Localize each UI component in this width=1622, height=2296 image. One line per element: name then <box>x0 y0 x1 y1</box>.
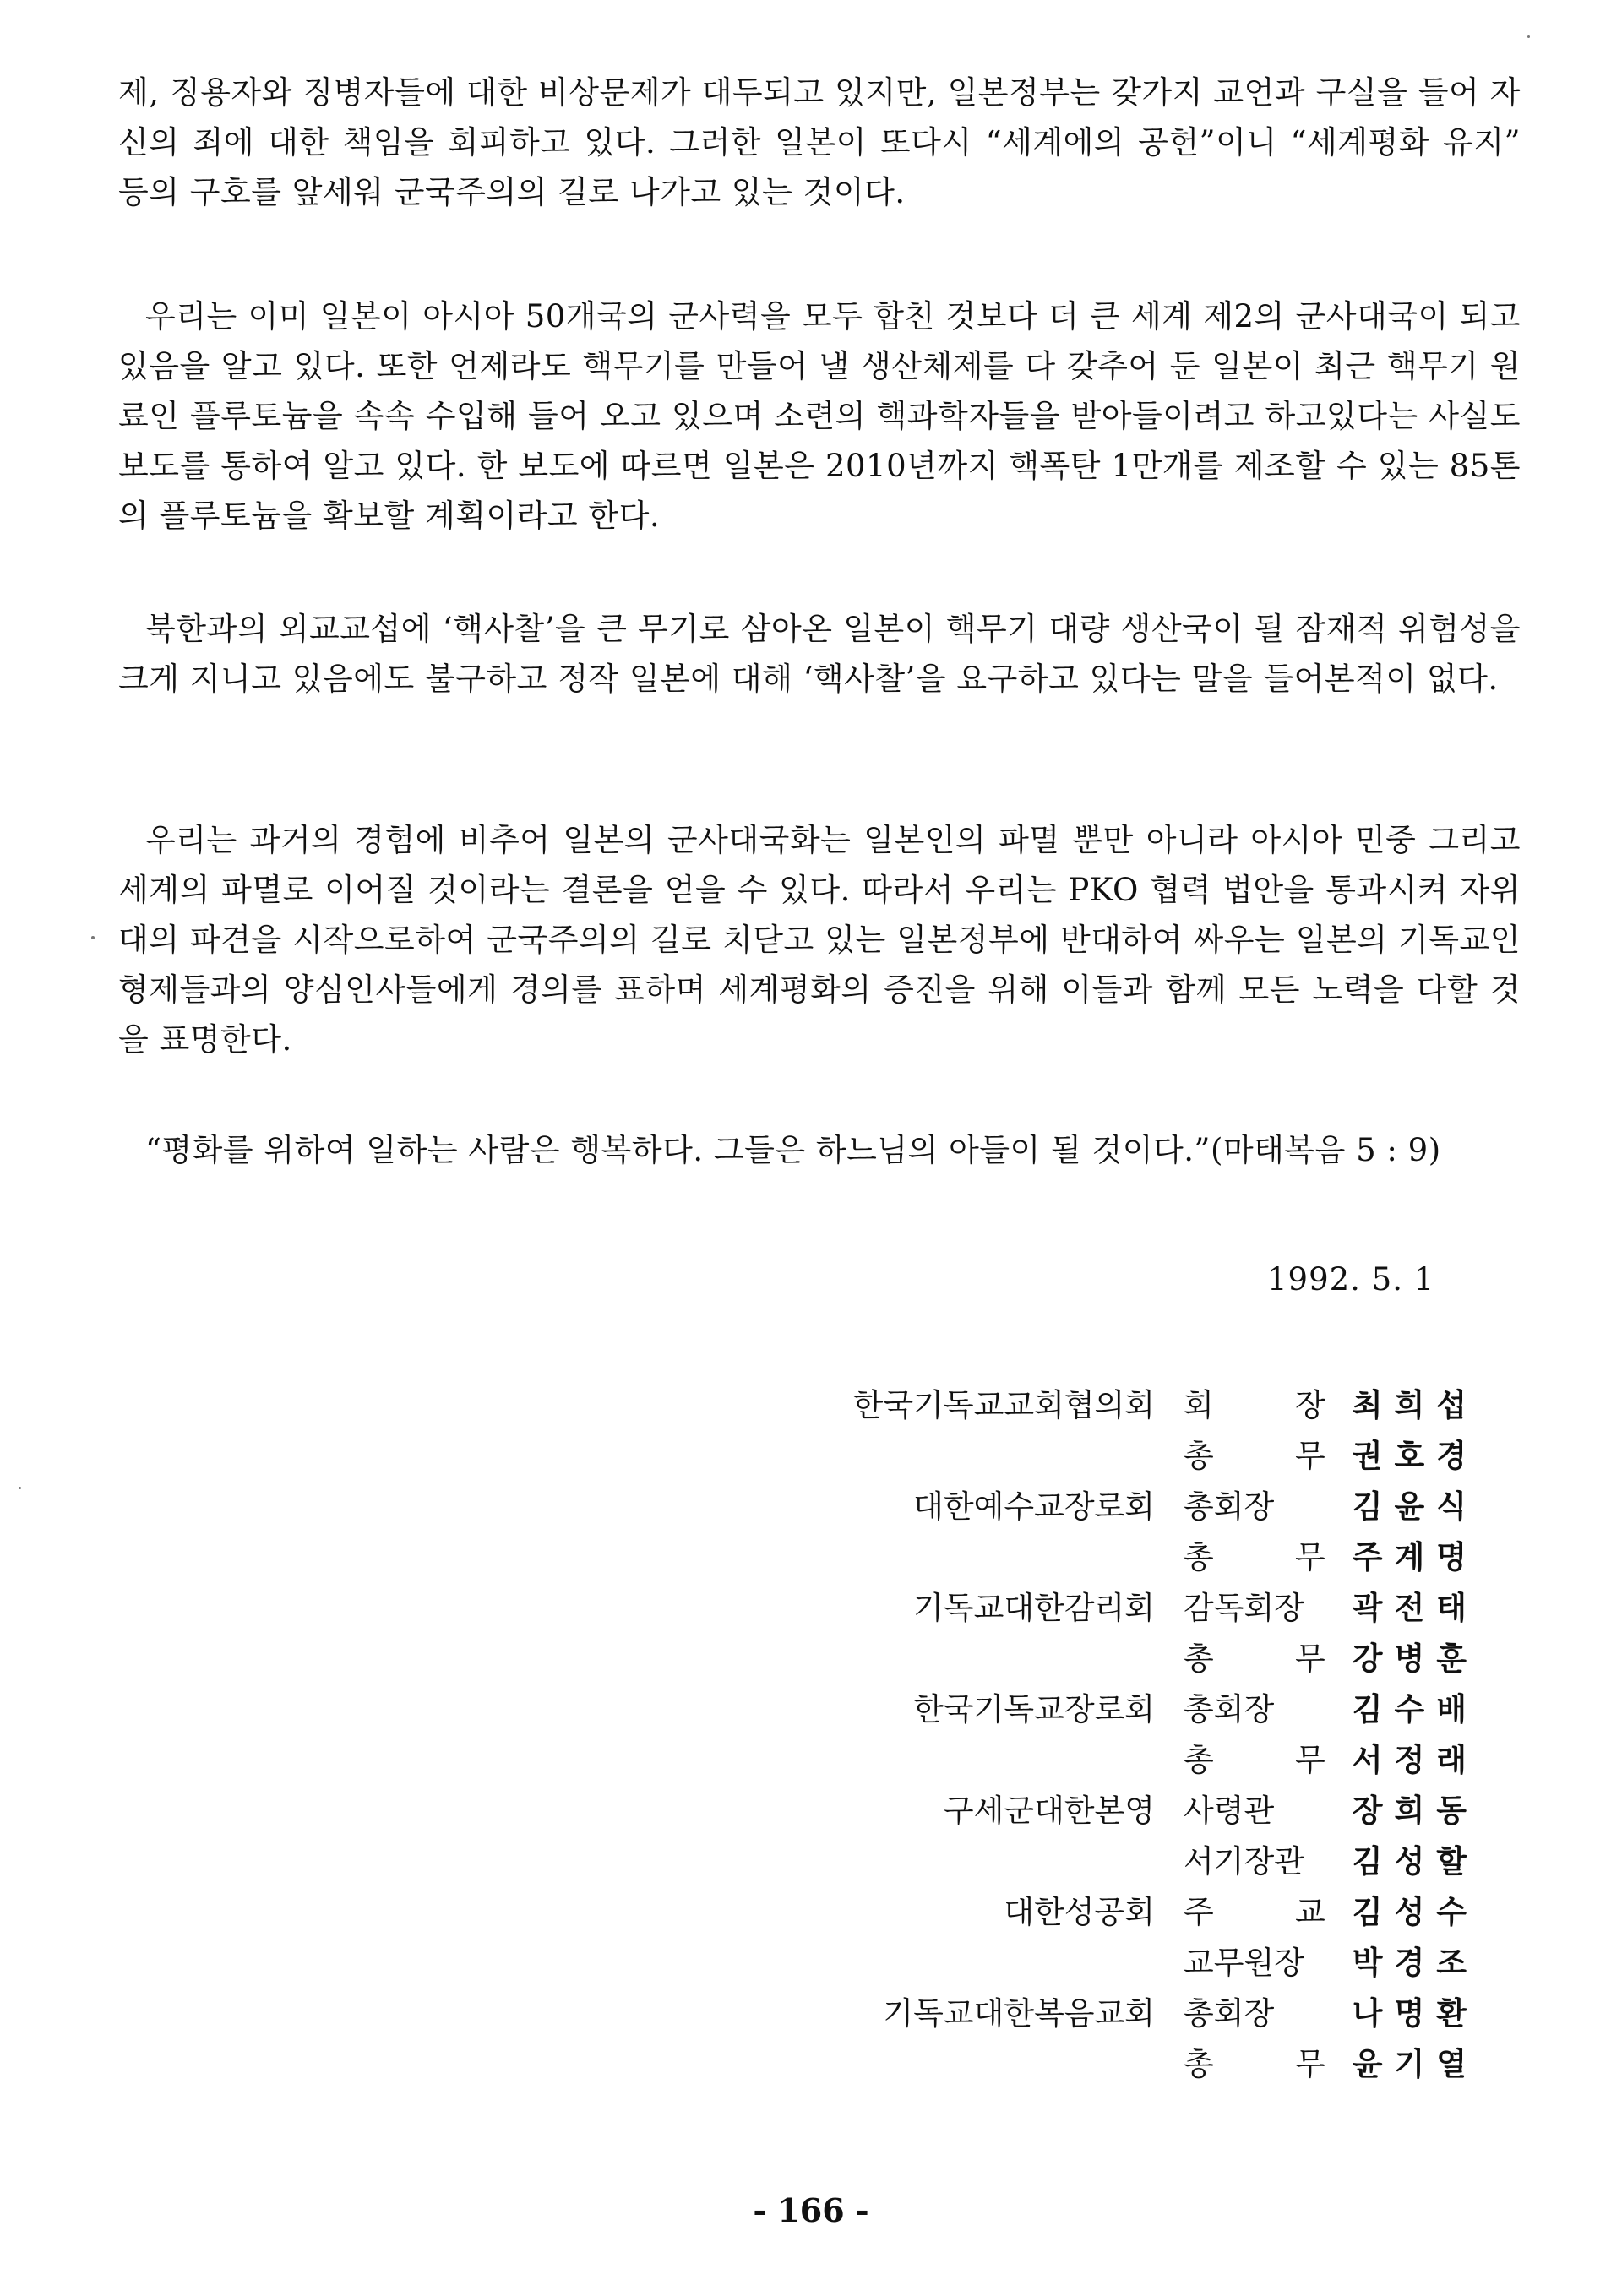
signatory-role: 회 장 <box>1184 1387 1325 1423</box>
signatory-org: 구세군대한본영 <box>943 1793 1156 1829</box>
signatory-role: 총 무 <box>1184 1742 1325 1778</box>
body-paragraph-3: 북한과의 외교교섭에 ‘핵사찰’을 큰 무기로 삼아온 일본이 핵무기 대량 생산국이 될 잠재적 위험성을 크게 지니고 있음에도 불구하고 정작 일본에 대해 ‘핵사찰’을 요구하고 있다는 말을 들어본적이 없다. <box>118 611 1521 697</box>
signatory-role: 교무원장 <box>1184 1945 1305 1981</box>
signatory-row <box>735 1377 1478 1428</box>
signatory-row <box>735 1985 1478 2036</box>
signatory-row <box>735 1681 1478 1732</box>
signatory-name: 장희동 <box>1352 1792 1478 1829</box>
signatory-org: 한국기독교교회협의회 <box>852 1387 1156 1423</box>
signatory-row <box>735 1782 1478 1833</box>
scan-speck <box>19 1487 21 1489</box>
signatory-row <box>735 1732 1478 1782</box>
signatory-row <box>735 1630 1478 1681</box>
signatory-role: 총 무 <box>1184 1539 1325 1575</box>
signatory-name: 나명환 <box>1352 1994 1478 2032</box>
signatory-role: 총회장 <box>1184 1691 1275 1727</box>
signatory-row <box>735 1833 1478 1884</box>
signatory-row <box>735 1580 1478 1630</box>
signatory-row <box>735 2036 1478 2087</box>
signatory-name: 강병훈 <box>1352 1640 1478 1677</box>
signatory-row <box>735 1478 1478 1529</box>
signatory-role: 감독회장 <box>1184 1590 1305 1626</box>
signatory-name: 권호경 <box>1352 1437 1478 1474</box>
signatory-role: 총 무 <box>1184 1640 1325 1677</box>
signatory-row <box>735 1428 1478 1478</box>
signatory-org <box>735 1934 1184 1985</box>
signatory-row <box>735 1934 1478 1985</box>
signatory-row <box>735 1529 1478 1580</box>
signatory-role: 총회장 <box>1184 1488 1275 1525</box>
signatory-org <box>735 1732 1184 1782</box>
body-paragraph-1: 제, 징용자와 징병자들에 대한 비상문제가 대두되고 있지만, 일본정부는 갖가지 교언과 구실을 들어 자신의 죄에 대한 책임을 회피하고 있다. 그러한 일본이 또다시 “세계에의 공헌”이니 “세계평화 유지” 등의 구호를 앞세워 군국주의의 길로 나가고 있는 것이다. <box>118 74 1521 210</box>
signatory-row <box>735 1884 1478 1934</box>
signatory-org <box>735 1529 1184 1580</box>
signatory-name: 박경조 <box>1352 1944 1478 1981</box>
signatory-name: 곽전태 <box>1352 1589 1478 1626</box>
signatory-name: 윤기열 <box>1352 2045 1478 2082</box>
signatory-role: 서기장관 <box>1184 1843 1305 1880</box>
signatory-role: 주 교 <box>1184 1894 1325 1930</box>
signatory-name: 김수배 <box>1352 1690 1478 1727</box>
signatories-table <box>735 1377 1478 2087</box>
document-date: 1992. 5. 1 <box>1267 1261 1435 1298</box>
signatory-name: 김성수 <box>1352 1893 1478 1930</box>
body-paragraph-2: 우리는 이미 일본이 아시아 50개국의 군사력을 모두 합친 것보다 더 큰 세계 제2의 군사대국이 되고 있음을 알고 있다. 또한 언제라도 핵무기를 만들어 낼 생산체제를 다 갖추어 둔 일본이 최근 핵무기 원료인 플루토늄을 속속 수입해 들어 오고 있으며 소련의 핵과학자들을 받아들이려고 하고있다는 사실도 보도를 통하여 알고 있다. 한 보도에 따르면 일본은 2010년까지 핵폭탄 1만개를 제조할 수 있는 85톤의 플루토늄을 확보할 계획이라고 한다. <box>118 298 1521 534</box>
signatory-org: 한국기독교장로회 <box>913 1691 1156 1727</box>
signatory-org: 기독교대한감리회 <box>913 1590 1156 1626</box>
signatory-org <box>735 1428 1184 1478</box>
signatory-role: 총 무 <box>1184 1438 1325 1474</box>
scripture-quote: “평화를 위하여 일하는 사람은 행복하다. 그들은 하느님의 아들이 될 것이다.”(마태복음 5 : 9) <box>145 1132 1441 1168</box>
body-paragraph-4: 우리는 과거의 경험에 비추어 일본의 군사대국화는 일본인의 파멸 뿐만 아니라 아시아 민중 그리고 세계의 파멸로 이어질 것이라는 결론을 얻을 수 있다. 따라서 우리는 PKO 협력 법안을 통과시켜 자위대의 파견을 시작으로하여 군국주의의 길로 치닫고 있는 일본정부에 반대하여 싸우는 일본의 기독교인 형제들과의 양심인사들에게 경의를 표하며 세계평화의 증진을 위해 이들과 함께 모든 노력을 다할 것을 표명한다. <box>118 822 1521 1058</box>
signatory-org: 기독교대한복음교회 <box>883 1995 1156 2032</box>
scan-speck <box>1527 35 1530 38</box>
signatory-role: 사령관 <box>1184 1793 1275 1829</box>
signatory-org <box>735 1630 1184 1681</box>
signatory-org <box>735 1833 1184 1884</box>
scan-speck <box>91 936 95 939</box>
signatory-org: 대한예수교장로회 <box>913 1488 1156 1525</box>
signatory-name: 최희섭 <box>1352 1386 1478 1423</box>
signatory-org: 대한성공회 <box>1004 1894 1156 1930</box>
signatory-role: 총 무 <box>1184 2046 1325 2082</box>
signatory-name: 김성할 <box>1352 1842 1478 1880</box>
signatory-name: 주계명 <box>1352 1538 1478 1575</box>
signatory-name: 김윤식 <box>1352 1488 1478 1525</box>
signatory-org <box>735 2036 1184 2087</box>
signatory-name: 서정래 <box>1352 1741 1478 1778</box>
signatory-role: 총회장 <box>1184 1995 1275 2032</box>
page-number: - 166 - <box>753 2191 869 2229</box>
